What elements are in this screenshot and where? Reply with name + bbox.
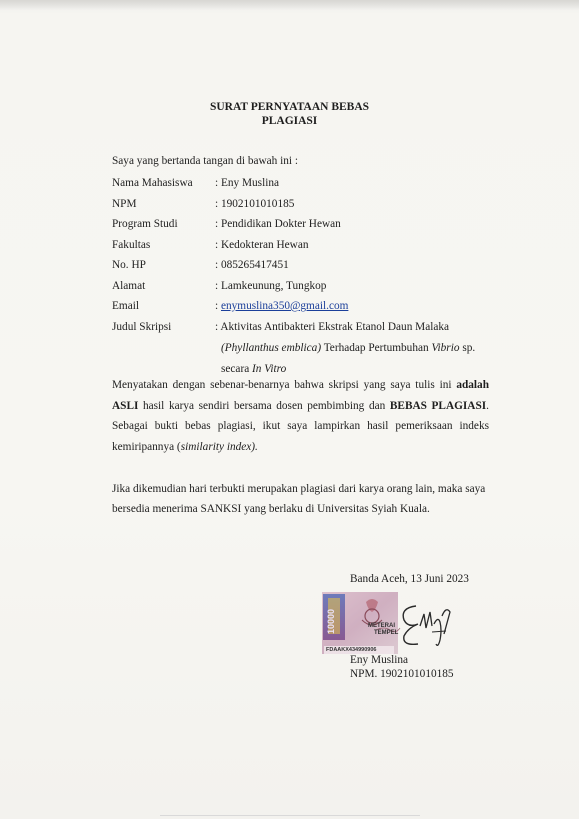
scan-shadow [0, 0, 579, 10]
label-prodi: Program Studi [112, 218, 178, 230]
sanction-paragraph: Jika dikemudian hari terbukti merupakan plagiasi dari karya orang lain, maka saya bersedia menerima SANKSI yang berlaku di Universitas Syiah Kuala. [112, 483, 486, 515]
value-judul-line3 [221, 362, 286, 376]
statement-text-3: . Sebagai bukti bebas plagiasi, ikut saya lampirkan hasil pemeriksaan indeks kemiripannya ( [112, 399, 489, 453]
judul-vibrio: Vibrio [431, 342, 460, 354]
value-hp: : 085265417451 [215, 259, 289, 271]
value-email [215, 299, 348, 313]
document-title [0, 100, 579, 128]
statement-paragraph [112, 375, 489, 457]
value-alamat: : Lamkeunung, Tungkop [215, 280, 327, 292]
stamp-label-meterai: METERAI [368, 623, 395, 629]
stamp-code: FDAAKX434990906 [326, 647, 377, 653]
label-nama: Nama Mahasiswa [112, 177, 193, 189]
value-judul: : Aktivitas Antibakteri Ekstrak Etanol Daun Malaka [215, 321, 450, 333]
label-npm: NPM [112, 198, 137, 210]
label-alamat: Alamat [112, 280, 146, 292]
judul-mid: Terhadap Pertumbuhan [321, 342, 432, 354]
judul-invitro: In Vitro [252, 363, 287, 375]
value-judul-line2 [221, 341, 475, 355]
statement-similarity: similarity index). [180, 440, 258, 453]
value-nama: : Eny Muslina [215, 177, 280, 189]
judul-sp: sp. [459, 342, 476, 354]
statement-text-2: hasil karya sendiri bersama dosen pembimbing dan [138, 399, 390, 412]
title-line-1: SURAT PERNYATAAN BEBAS [209, 101, 370, 113]
scan-edge [160, 815, 420, 816]
statement-text-1: Menyatakan dengan sebenar-benarnya bahwa skripsi yang saya tulis ini [112, 379, 457, 391]
label-hp: No. HP [112, 259, 146, 271]
judul-secara: secara [221, 363, 253, 375]
intro-text: Saya yang bertanda tangan di bawah ini : [112, 155, 299, 167]
place-date: Banda Aceh, 13 Juni 2023 [350, 573, 469, 585]
handwritten-signature [386, 596, 456, 652]
signer-npm: NPM. 1902101010185 [350, 668, 454, 680]
value-npm: : 1902101010185 [215, 198, 295, 210]
stamp-label-tempel: TEMPEL [374, 630, 399, 636]
email-prefix: : [215, 300, 221, 312]
label-fakultas: Fakultas [112, 239, 151, 251]
statement-bold-asli: adalah ASLI [112, 379, 489, 412]
statement-bold-bebas: BEBAS PLAGIASI [389, 399, 487, 412]
title-line-2: PLAGIASI [261, 115, 318, 127]
value-fakultas: : Kedokteran Hewan [215, 239, 309, 251]
email-link[interactable]: enymuslina350@gmail.com [220, 300, 349, 312]
judul-species: (Phyllanthus emblica) [221, 342, 322, 354]
signer-name: Eny Muslina [350, 654, 409, 666]
stamp-value: 10000 [326, 608, 336, 634]
value-prodi: : Pendidikan Dokter Hewan [215, 218, 341, 230]
label-email: Email [112, 300, 139, 312]
label-judul: Judul Skripsi [112, 321, 172, 333]
